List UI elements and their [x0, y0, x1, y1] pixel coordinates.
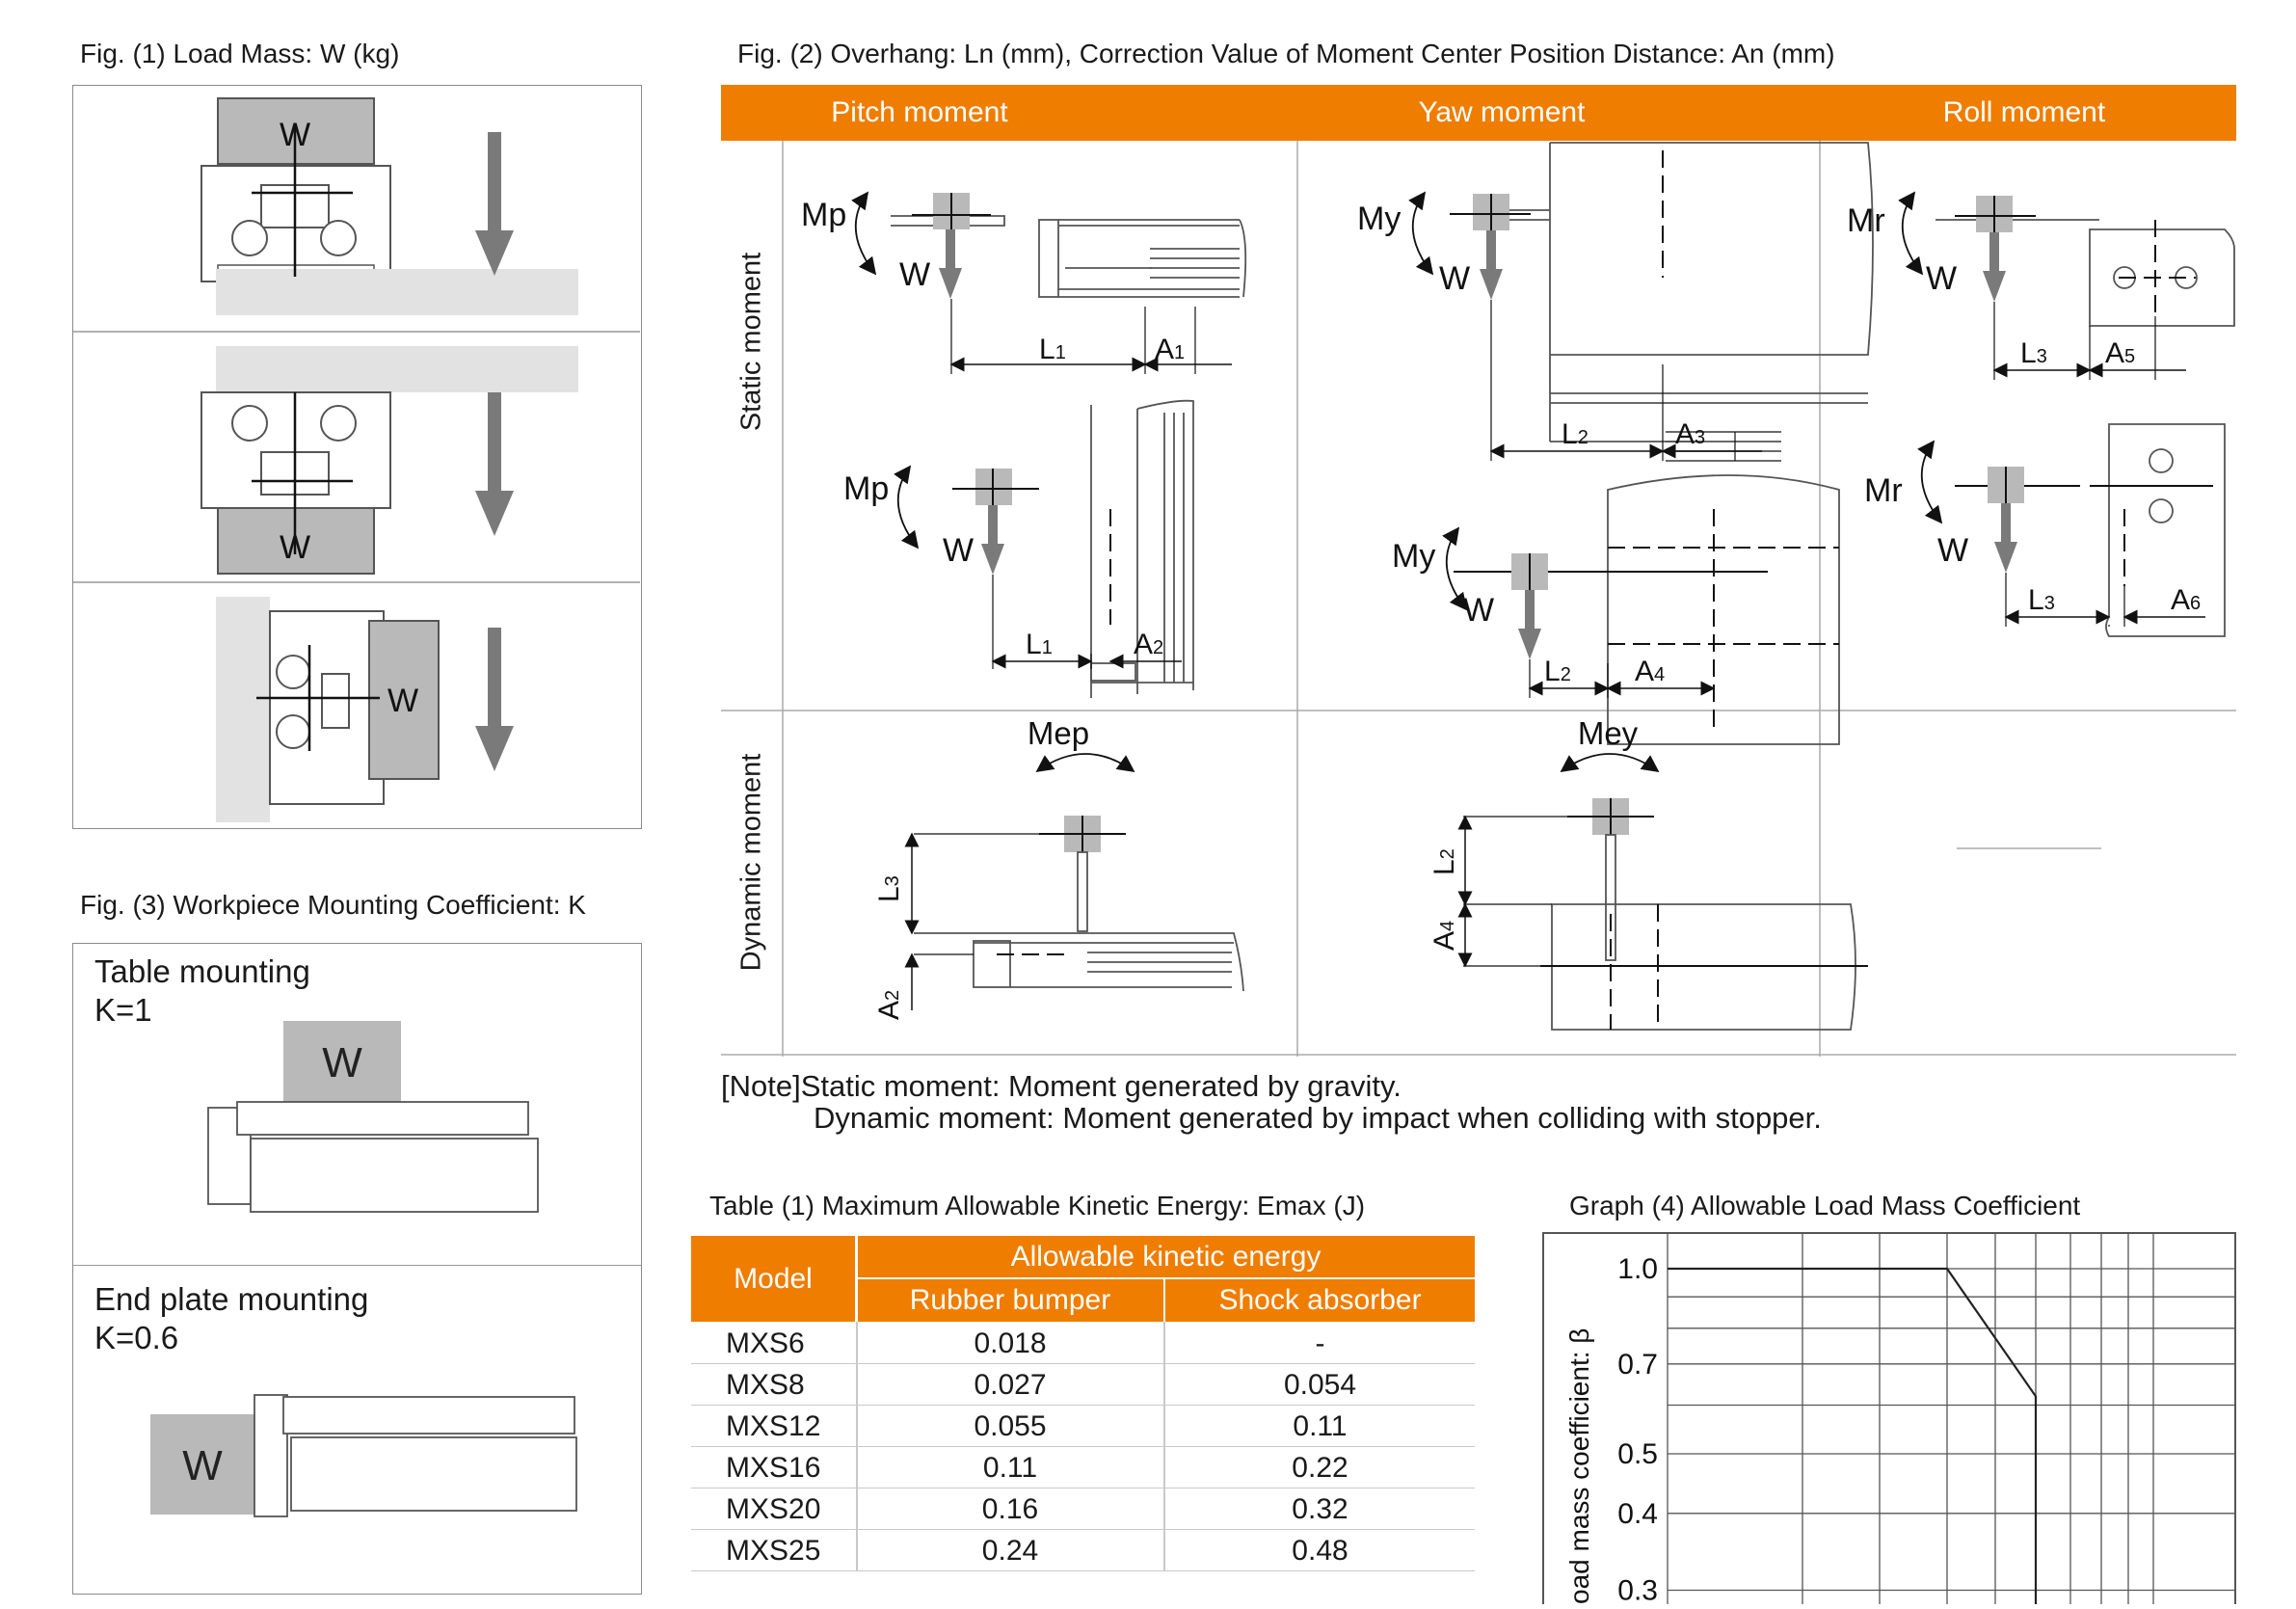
svg-text:Mp: Mp: [801, 197, 847, 233]
table-row: MXS8 0.027 0.054: [691, 1363, 1475, 1406]
y-tick-label: 0.4: [1617, 1497, 1658, 1530]
svg-text:A2: A2: [873, 989, 905, 1020]
table-mount-k: K=1: [94, 992, 152, 1028]
end-mount-label: End plate mounting: [94, 1281, 369, 1317]
table-row: MXS25 0.24 0.48: [691, 1529, 1475, 1571]
note-static: [Note]Static moment: Moment generated by gravity.: [721, 1069, 1402, 1103]
y-tick-label: 0.5: [1617, 1438, 1658, 1470]
svg-text:A5: A5: [2105, 337, 2136, 369]
fig1-title: Fig. (1) Load Mass: W (kg): [80, 39, 400, 68]
coefficient-series-line: [1668, 1269, 2036, 1604]
y-tick-label: 0.7: [1617, 1348, 1658, 1381]
svg-text:My: My: [1392, 538, 1436, 575]
svg-text:L1: L1: [1026, 629, 1053, 660]
svg-text:Mr: Mr: [1847, 202, 1885, 239]
col-shock: Shock absorber: [1165, 1279, 1475, 1322]
svg-text:My: My: [1357, 201, 1402, 237]
end-mount-k: K=0.6: [94, 1320, 179, 1355]
load-mass-diagram: [73, 86, 640, 827]
svg-text:L3: L3: [2020, 337, 2047, 369]
graph4-title: Graph (4) Allowable Load Mass Coefficient: [1569, 1191, 2081, 1220]
col-group: Allowable kinetic energy: [857, 1236, 1475, 1277]
header-pitch: Pitch moment: [831, 96, 1008, 128]
fig2-table: [721, 85, 2236, 1057]
table-row: MXS12 0.055 0.11: [691, 1405, 1475, 1447]
fig2-title: Fig. (2) Overhang: Ln (mm), Correction Value of Moment Center Position Distance: An (mm): [737, 39, 1835, 68]
table-row: MXS16 0.11 0.22: [691, 1446, 1475, 1488]
row-label-dynamic: Dynamic moment: [735, 753, 767, 972]
svg-text:W: W: [322, 1039, 362, 1086]
svg-text:A4: A4: [1428, 920, 1460, 951]
col-rubber: Rubber bumper: [857, 1279, 1163, 1322]
table-row: MXS6 0.018 -: [691, 1322, 1475, 1364]
svg-text:L1: L1: [1039, 334, 1066, 365]
col-model: Model: [691, 1236, 855, 1322]
svg-text:A6: A6: [2171, 584, 2202, 616]
y-tick-label: 0.3: [1617, 1574, 1658, 1604]
table-row: MXS20 0.16 0.32: [691, 1488, 1475, 1530]
table1-title: Table (1) Maximum Allowable Kinetic Energy: Emax (J): [709, 1191, 1366, 1220]
fig1-frame: [72, 85, 642, 829]
y-axis-label: oad mass coefficient: β: [1564, 1327, 1594, 1604]
load-mass-coefficient-chart: [1542, 1232, 2236, 1604]
svg-text:W: W: [1439, 260, 1471, 297]
svg-text:Mr: Mr: [1864, 472, 1903, 509]
graph4-frame: [1542, 1232, 2236, 1604]
svg-text:W: W: [1463, 592, 1495, 629]
svg-text:A2: A2: [1134, 629, 1164, 660]
svg-text:W: W: [1926, 260, 1958, 297]
svg-text:W: W: [943, 532, 974, 569]
svg-text:W: W: [182, 1442, 223, 1489]
svg-text:L3: L3: [2028, 584, 2055, 616]
header-roll: Roll moment: [1942, 96, 2106, 128]
svg-text:Mp: Mp: [843, 470, 890, 507]
row-label-static: Static moment: [735, 252, 767, 432]
w-label: W: [387, 683, 419, 719]
moment-diagrams: [721, 85, 2236, 1057]
svg-text:Mey: Mey: [1577, 715, 1639, 751]
svg-text:A3: A3: [1675, 418, 1706, 450]
svg-text:L2: L2: [1544, 656, 1571, 687]
mounting-diagram: [73, 944, 641, 1593]
note-dynamic: Dynamic moment: Moment generated by impact when colliding with stopper.: [814, 1101, 1822, 1135]
fig3-frame: [72, 943, 642, 1595]
svg-text:W: W: [899, 256, 931, 293]
svg-text:L2: L2: [1562, 418, 1589, 450]
w-label: W: [279, 529, 311, 566]
svg-text:W: W: [1937, 532, 1969, 569]
svg-text:L2: L2: [1428, 848, 1460, 875]
table-mount-label: Table mounting: [94, 953, 310, 989]
svg-text:A4: A4: [1635, 656, 1666, 687]
svg-text:L3: L3: [873, 875, 905, 902]
svg-text:Mep: Mep: [1027, 715, 1090, 751]
y-tick-label: 1.0: [1617, 1253, 1658, 1285]
w-label: W: [279, 117, 311, 153]
svg-text:A1: A1: [1155, 334, 1186, 365]
header-yaw: Yaw moment: [1418, 96, 1586, 128]
fig3-title: Fig. (3) Workpiece Mounting Coefficient: K: [80, 890, 586, 920]
